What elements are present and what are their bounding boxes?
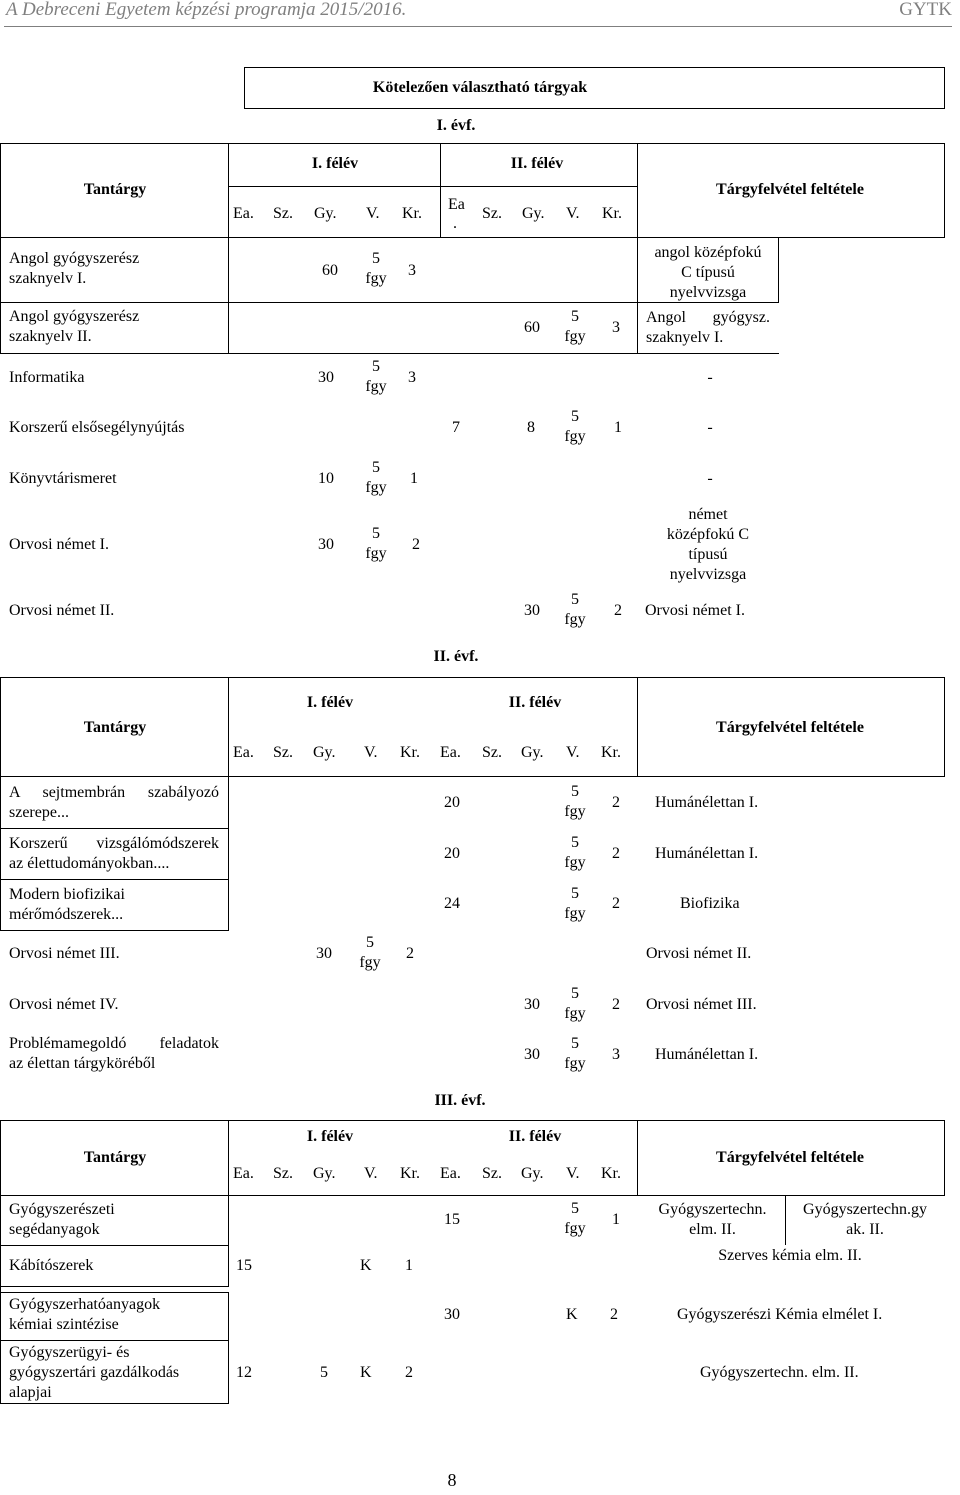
- table1-top-line: [244, 67, 945, 68]
- hours-ea: 30: [524, 602, 540, 619]
- col-sz: Sz.: [273, 1165, 293, 1182]
- prerequisite: nyelvvizsga: [669, 284, 747, 301]
- subject-name: szaknyelv I.: [9, 270, 87, 287]
- subject-name: az élettudományokban....: [9, 855, 170, 872]
- subject-name: Könyvtárismeret: [9, 470, 117, 487]
- prerequisite: C típusú: [681, 264, 735, 281]
- col-ea: Ea.: [233, 1165, 254, 1182]
- exam-type: K: [566, 1306, 578, 1323]
- col-gy: Gy.: [521, 744, 544, 761]
- col-header-semester-2: II. félév: [508, 1128, 562, 1145]
- credits: 1: [405, 1257, 413, 1274]
- col-v: V.: [364, 1165, 378, 1182]
- subject-name: Kábítószerek: [9, 1257, 94, 1274]
- grade-value: 5: [571, 783, 579, 800]
- grade-type: fgy: [365, 545, 387, 562]
- credits: 3: [408, 262, 416, 279]
- prerequisite: nyelvvizsga: [669, 566, 747, 583]
- table1-year-label: I. évf.: [436, 117, 476, 134]
- col-header-semester-1: I. félév: [306, 694, 354, 711]
- hours-sz: 7: [452, 419, 460, 436]
- grade-value: 5: [571, 985, 579, 1002]
- grade-type: fgy: [564, 803, 586, 820]
- grade-type: fgy: [564, 1220, 586, 1237]
- credits: 2: [612, 845, 620, 862]
- credits: 2: [612, 794, 620, 811]
- hours-ea: 30: [444, 1306, 460, 1323]
- col-v: V.: [366, 205, 380, 222]
- hours-ea: 30: [316, 945, 332, 962]
- col-kr: Kr.: [601, 1165, 621, 1182]
- subject-name: Angol gyógyszerész: [9, 308, 140, 325]
- col-kr: Kr.: [402, 205, 422, 222]
- hours-ea: 10: [318, 470, 334, 487]
- hours-ea: 24: [444, 895, 460, 912]
- subject-name: segédanyagok: [9, 1221, 100, 1238]
- col-v: V.: [364, 744, 378, 761]
- col-sz: Sz.: [482, 205, 502, 222]
- header-rule: [4, 26, 952, 27]
- col-ea-split-dot: .: [453, 215, 457, 232]
- subject-name: Angol gyógyszerész: [9, 250, 140, 267]
- prerequisite: Gyógyszertechn. elm. II.: [700, 1364, 859, 1381]
- grade-type: fgy: [564, 1055, 586, 1072]
- subject-name: Gyógyszerügyi- és: [9, 1344, 130, 1361]
- grade-value: 5: [571, 1200, 579, 1217]
- prerequisite: szaknyelv I.: [646, 329, 724, 346]
- grade-value: 5: [372, 250, 380, 267]
- col-kr: Kr.: [601, 744, 621, 761]
- grade-value: 5: [366, 934, 374, 951]
- subject-name: szerepe...: [9, 804, 69, 821]
- credits: 2: [405, 1364, 413, 1381]
- subject-name: az élettan tárgyköréből: [9, 1055, 156, 1072]
- col-header-condition: Tárgyfelvétel feltétele: [716, 719, 864, 736]
- grade-value: 5: [571, 308, 579, 325]
- prerequisite: Gyógyszertechn.gy: [803, 1201, 927, 1218]
- grade-value: 5: [571, 408, 579, 425]
- col-ea: Ea.: [440, 1165, 461, 1182]
- col-ea: Ea.: [233, 205, 254, 222]
- col-kr: Kr.: [400, 744, 420, 761]
- grade-type: fgy: [365, 479, 387, 496]
- subject-name: Modern biofizikai: [9, 886, 125, 903]
- grade-type: fgy: [564, 611, 586, 628]
- prerequisite: Orvosi német III.: [646, 996, 757, 1013]
- hours-ea: 20: [444, 845, 460, 862]
- table2-year-label: II. évf.: [433, 648, 479, 665]
- credits: 2: [612, 996, 620, 1013]
- prerequisite: Biofizika: [680, 895, 740, 912]
- credits: 1: [614, 419, 622, 436]
- grade-type: fgy: [564, 905, 586, 922]
- grade-type: fgy: [564, 854, 586, 871]
- hours-sz: 5: [320, 1364, 328, 1381]
- hours-ea: 30: [318, 369, 334, 386]
- col-header-condition: Tárgyfelvétel feltétele: [716, 1149, 864, 1166]
- document-header-faculty: GYTK: [899, 0, 952, 20]
- subject-name: kémiai szintézise: [9, 1316, 119, 1333]
- grade-value: 5: [372, 358, 380, 375]
- prerequisite: Szerves kémia elm. II.: [718, 1247, 862, 1264]
- subject-name: alapjai: [9, 1384, 52, 1401]
- hours-ea: 15: [444, 1211, 460, 1228]
- prerequisite: Humánélettan I.: [655, 845, 759, 862]
- credits: 3: [612, 1046, 620, 1063]
- col-header-semester-1: I. félév: [306, 1128, 354, 1145]
- prerequisite: középfokú C: [666, 526, 750, 543]
- grade-type: fgy: [365, 378, 387, 395]
- col-ea-split: Ea: [448, 196, 465, 213]
- grade-type: fgy: [564, 328, 586, 345]
- hours-ea: 60: [524, 319, 540, 336]
- col-gy: Gy.: [521, 1165, 544, 1182]
- grade-type: fgy: [564, 428, 586, 445]
- prerequisite: német: [688, 506, 728, 523]
- grade-type: fgy: [365, 270, 387, 287]
- page-number: 8: [447, 1470, 457, 1490]
- hours-ea: 60: [322, 262, 338, 279]
- table1-title: Kötelezően választható tárgyak: [372, 79, 588, 96]
- prerequisite: Angol gyógysz.: [646, 309, 770, 326]
- subject-name: Orvosi német IV.: [9, 996, 119, 1013]
- grade-value: 5: [571, 1035, 579, 1052]
- table3-year-label: III. évf.: [434, 1092, 486, 1109]
- col-header-condition: Tárgyfelvétel feltétele: [716, 181, 864, 198]
- subject-name: Orvosi német III.: [9, 945, 120, 962]
- hours-ea: 12: [236, 1364, 252, 1381]
- col-header-subject: Tantárgy: [83, 181, 147, 198]
- col-ea: Ea.: [233, 744, 254, 761]
- grade-value: 5: [571, 885, 579, 902]
- prerequisite: Humánélettan I.: [655, 794, 759, 811]
- subject-name: Gyógyszerészeti: [9, 1201, 115, 1218]
- col-gy: Gy.: [314, 205, 337, 222]
- hours-ea: 15: [236, 1257, 252, 1274]
- col-sz: Sz.: [273, 205, 293, 222]
- prerequisite: Humánélettan I.: [655, 1046, 759, 1063]
- prerequisite: -: [707, 369, 713, 386]
- credits: 2: [614, 602, 622, 619]
- col-sz: Sz.: [482, 1165, 502, 1182]
- col-sz: Sz.: [482, 744, 502, 761]
- subject-name: A sejtmembrán szabályozó: [9, 784, 219, 801]
- col-ea: Ea.: [440, 744, 461, 761]
- subject-name: Korszerű vizsgálómódszerek: [9, 835, 219, 852]
- subject-name: szaknyelv II.: [9, 328, 92, 345]
- col-gy: Gy.: [313, 744, 336, 761]
- credits: 2: [612, 895, 620, 912]
- prerequisite: -: [707, 470, 713, 487]
- grade-value: 5: [372, 525, 380, 542]
- prerequisite: Orvosi német I.: [645, 602, 745, 619]
- grade-type: fgy: [564, 1005, 586, 1022]
- hours-ea: 30: [318, 536, 334, 553]
- credits: 1: [612, 1211, 620, 1228]
- credits: 3: [408, 369, 416, 386]
- col-v: V.: [566, 205, 580, 222]
- credits: 3: [612, 319, 620, 336]
- grade-value: 5: [372, 459, 380, 476]
- col-sz: Sz.: [273, 744, 293, 761]
- subject-name: gyógyszertári gazdálkodás: [9, 1364, 180, 1381]
- exam-type: K: [360, 1364, 372, 1381]
- col-v: V.: [566, 1165, 580, 1182]
- col-header-subject: Tantárgy: [83, 719, 147, 736]
- subject-name: Orvosi német II.: [9, 602, 115, 619]
- prerequisite: Orvosi német II.: [646, 945, 752, 962]
- subject-name: mérőmódszerek...: [9, 906, 124, 923]
- prerequisite: angol középfokú: [654, 244, 762, 261]
- subject-name: Korszerű elsősegélynyújtás: [9, 419, 185, 436]
- hours-gy: 8: [527, 419, 535, 436]
- credits: 2: [412, 536, 420, 553]
- exam-type: K: [360, 1257, 372, 1274]
- hours-ea: 30: [524, 996, 540, 1013]
- credits: 2: [610, 1306, 618, 1323]
- col-header-semester-1: I. félév: [311, 155, 359, 172]
- subject-name: Problémamegoldó feladatok: [9, 1035, 219, 1052]
- prerequisite: elm. II.: [689, 1221, 736, 1238]
- credits: 1: [410, 470, 418, 487]
- col-kr: Kr.: [602, 205, 622, 222]
- grade-type: fgy: [359, 954, 381, 971]
- subject-name: Gyógyszerhatóanyagok: [9, 1296, 161, 1313]
- prerequisite: Gyógyszertechn.: [658, 1201, 767, 1218]
- col-gy: Gy.: [313, 1165, 336, 1182]
- col-v: V.: [566, 744, 580, 761]
- hours-ea: 30: [524, 1046, 540, 1063]
- prerequisite: típusú: [688, 546, 728, 563]
- col-header-semester-2: II. félév: [510, 155, 564, 172]
- grade-value: 5: [571, 591, 579, 608]
- subject-name: Orvosi német I.: [9, 536, 109, 553]
- prerequisite: Gyógyszerészi Kémia elmélet I.: [677, 1306, 883, 1323]
- grade-value: 5: [571, 834, 579, 851]
- hours-ea: 20: [444, 794, 460, 811]
- prerequisite: ak. II.: [846, 1221, 884, 1238]
- col-gy: Gy.: [522, 205, 545, 222]
- prerequisite: -: [707, 419, 713, 436]
- credits: 2: [406, 945, 414, 962]
- col-header-subject: Tantárgy: [83, 1149, 147, 1166]
- subject-name: Informatika: [9, 369, 85, 386]
- document-header-title: A Debreceni Egyetem képzési programja 2015/2016.: [6, 0, 407, 20]
- col-header-semester-2: II. félév: [508, 694, 562, 711]
- col-kr: Kr.: [400, 1165, 420, 1182]
